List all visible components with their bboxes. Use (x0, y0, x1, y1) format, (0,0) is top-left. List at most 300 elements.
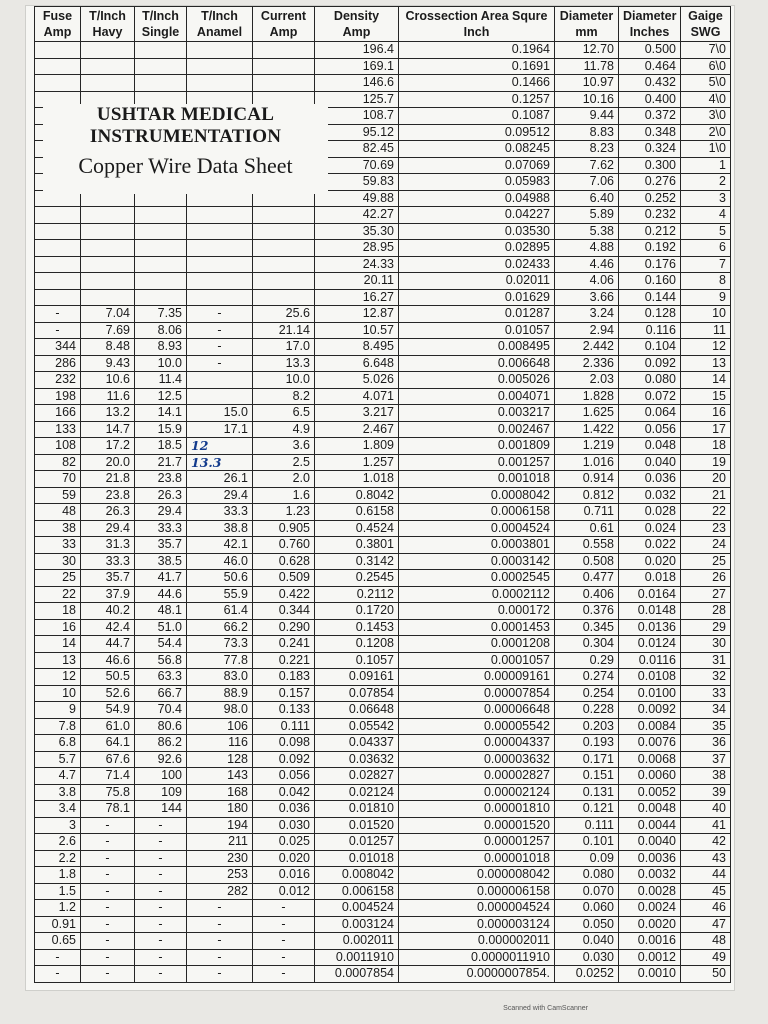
table-cell: 0.0003801 (399, 537, 555, 554)
table-cell: 0.760 (253, 537, 315, 554)
table-cell (81, 223, 135, 240)
table-row (35, 834, 731, 851)
table-cell (135, 75, 187, 92)
table-cell: 0.02011 (399, 273, 555, 290)
table-cell (35, 75, 81, 92)
table-row (35, 966, 731, 983)
table-cell: 33 (681, 685, 731, 702)
column-header: Diameter mm (555, 7, 619, 42)
table-cell: 22 (35, 586, 81, 603)
table-cell: 0.000008042 (399, 867, 555, 884)
table-cell: 12 (681, 339, 731, 356)
table-cell: 8.48 (81, 339, 135, 356)
brand-line-1: USHTAR MEDICAL (96, 104, 275, 125)
table-cell: 95.12 (315, 124, 399, 141)
table-cell: 0.477 (555, 570, 619, 587)
table-cell: 46 (681, 900, 731, 917)
table-cell: 0.406 (555, 586, 619, 603)
table-cell: 0.020 (619, 553, 681, 570)
table-cell (35, 42, 81, 59)
table-row (35, 289, 731, 306)
table-cell: 0.121 (555, 801, 619, 818)
table-row (35, 256, 731, 273)
table-cell: 180 (187, 801, 253, 818)
table-cell: 0.05542 (315, 718, 399, 735)
table-cell (135, 58, 187, 75)
table-cell: 0.001257 (399, 454, 555, 471)
table-cell: 35.7 (135, 537, 187, 554)
table-cell: 61.4 (187, 603, 253, 620)
table-cell: 8.93 (135, 339, 187, 356)
table-cell: 0.040 (619, 454, 681, 471)
table-cell: 0.0048 (619, 801, 681, 818)
table-cell: 0.212 (619, 223, 681, 240)
table-cell: 0.042 (253, 784, 315, 801)
table-cell: 0.040 (555, 933, 619, 950)
table-cell: - (135, 850, 187, 867)
table-cell: 12.70 (555, 42, 619, 59)
table-cell: 106 (187, 718, 253, 735)
table-cell (253, 207, 315, 224)
table-cell: 0.0020 (619, 916, 681, 933)
table-cell: 5 (681, 223, 731, 240)
table-cell: 6 (681, 240, 731, 257)
table-row (35, 454, 731, 471)
table-cell: 42.4 (81, 619, 135, 636)
table-cell: 3.8 (35, 784, 81, 801)
table-cell: 0.04337 (315, 735, 399, 752)
table-cell: 8.495 (315, 339, 399, 356)
table-row (35, 438, 731, 455)
table-cell: 10.0 (135, 355, 187, 372)
table-cell: 0.0010 (619, 966, 681, 983)
table-cell: 0.276 (619, 174, 681, 191)
column-header: Diameter Inches (619, 7, 681, 42)
table-cell: 4.9 (253, 421, 315, 438)
table-cell: 0.61 (555, 520, 619, 537)
table-cell: - (35, 949, 81, 966)
table-cell: 35.30 (315, 223, 399, 240)
table-cell: - (187, 900, 253, 917)
table-cell: 46.6 (81, 652, 135, 669)
table-cell: 14.1 (135, 405, 187, 422)
table-cell: 0.628 (253, 553, 315, 570)
table-cell: 0.098 (253, 735, 315, 752)
table-cell: 49 (681, 949, 731, 966)
table-cell (35, 289, 81, 306)
table-cell: 41 (681, 817, 731, 834)
table-cell: 0.06648 (315, 702, 399, 719)
table-cell: 48 (681, 933, 731, 950)
table-row (35, 636, 731, 653)
table-cell: 0.00007854 (399, 685, 555, 702)
table-cell: 13.3 (253, 355, 315, 372)
table-cell: 0.01057 (399, 322, 555, 339)
table-cell: 82 (35, 454, 81, 471)
table-cell: 44.6 (135, 586, 187, 603)
table-cell: 198 (35, 388, 81, 405)
table-cell: 70.69 (315, 157, 399, 174)
table-cell (35, 207, 81, 224)
table-row (35, 801, 731, 818)
handwritten-note: 13.3 (187, 454, 253, 471)
table-cell: 128 (187, 751, 253, 768)
table-cell: 0.4524 (315, 520, 399, 537)
table-cell: 33.3 (81, 553, 135, 570)
table-cell: 0.422 (253, 586, 315, 603)
table-cell: 0.432 (619, 75, 681, 92)
table-cell: 4 (681, 207, 731, 224)
table-cell: 5.026 (315, 372, 399, 389)
table-cell: 0.905 (253, 520, 315, 537)
table-cell: 0.0002545 (399, 570, 555, 587)
table-cell: - (81, 817, 135, 834)
table-cell (187, 75, 253, 92)
table-cell: 31 (681, 652, 731, 669)
table-cell (253, 75, 315, 92)
table-cell: - (253, 916, 315, 933)
table-cell: 37 (681, 751, 731, 768)
table-cell: 0.03530 (399, 223, 555, 240)
table-row (35, 240, 731, 257)
table-cell: - (135, 834, 187, 851)
table-cell: 0.376 (555, 603, 619, 620)
table-cell: 50 (681, 966, 731, 983)
table-cell: 0.000003124 (399, 916, 555, 933)
table-cell: 166 (35, 405, 81, 422)
table-cell: 56.8 (135, 652, 187, 669)
table-cell: 0.2545 (315, 570, 399, 587)
table-cell: 0.91 (35, 916, 81, 933)
table-cell: 8 (681, 273, 731, 290)
table-cell (253, 42, 315, 59)
table-cell: 1.219 (555, 438, 619, 455)
table-cell: 21.7 (135, 454, 187, 471)
table-cell: 17.1 (187, 421, 253, 438)
table-cell: 66.7 (135, 685, 187, 702)
table-cell (81, 289, 135, 306)
table-cell (135, 207, 187, 224)
column-header: Gaige SWG (681, 7, 731, 42)
table-cell: - (81, 867, 135, 884)
table-cell (187, 388, 253, 405)
table-cell (81, 273, 135, 290)
table-cell: 17.0 (253, 339, 315, 356)
table-cell: 0.0076 (619, 735, 681, 752)
table-cell (135, 223, 187, 240)
table-cell: 0.151 (555, 768, 619, 785)
table-cell: 7.04 (81, 306, 135, 323)
table-cell: 0.00003632 (399, 751, 555, 768)
table-cell: 0.1720 (315, 603, 399, 620)
table-cell: 0.01520 (315, 817, 399, 834)
table-cell: 0.0008042 (399, 487, 555, 504)
table-cell: 15.0 (187, 405, 253, 422)
table-cell (135, 42, 187, 59)
table-cell: 0.0001057 (399, 652, 555, 669)
table-cell: 64.1 (81, 735, 135, 752)
table-cell: 54.9 (81, 702, 135, 719)
table-cell (253, 289, 315, 306)
table-cell: - (187, 355, 253, 372)
table-cell: 230 (187, 850, 253, 867)
table-cell: 0.02895 (399, 240, 555, 257)
table-cell: 0.111 (555, 817, 619, 834)
table-cell: 3.66 (555, 289, 619, 306)
table-cell: 0.00002124 (399, 784, 555, 801)
table-cell: 37.9 (81, 586, 135, 603)
table-cell: 0.131 (555, 784, 619, 801)
table-cell: 0.04227 (399, 207, 555, 224)
table-cell: 24 (681, 537, 731, 554)
table-cell (253, 240, 315, 257)
table-cell: 0.0060 (619, 768, 681, 785)
table-cell: 32 (681, 669, 731, 686)
table-cell: 2.336 (555, 355, 619, 372)
table-cell: 0.104 (619, 339, 681, 356)
table-cell: 0.018 (619, 570, 681, 587)
table-cell (35, 223, 81, 240)
table-row (35, 784, 731, 801)
table-cell: 0.0000011910 (399, 949, 555, 966)
table-cell: - (35, 322, 81, 339)
table-cell: - (135, 867, 187, 884)
table-cell: 0.29 (555, 652, 619, 669)
table-cell: 33.3 (187, 504, 253, 521)
table-cell: 0.157 (253, 685, 315, 702)
table-cell: 7.62 (555, 157, 619, 174)
table-cell (187, 207, 253, 224)
table-cell: - (253, 966, 315, 983)
table-cell: 7.35 (135, 306, 187, 323)
table-cell: 0.144 (619, 289, 681, 306)
table-cell: 0.3142 (315, 553, 399, 570)
table-cell: 0.509 (253, 570, 315, 587)
table-row (35, 949, 731, 966)
column-header: T/Inch Havy (81, 7, 135, 42)
table-cell: 0.128 (619, 306, 681, 323)
table-row (35, 207, 731, 224)
table-cell: 0.1466 (399, 75, 555, 92)
table-cell: 61.0 (81, 718, 135, 735)
table-cell: 1\0 (681, 141, 731, 158)
table-cell: 10 (681, 306, 731, 323)
table-row (35, 75, 731, 92)
table-cell: 4.7 (35, 768, 81, 785)
table-cell: 42.1 (187, 537, 253, 554)
table-cell: 47 (681, 916, 731, 933)
table-cell: 7\0 (681, 42, 731, 59)
table-cell: 0.072 (619, 388, 681, 405)
table-cell: 14 (681, 372, 731, 389)
table-cell: 0.193 (555, 735, 619, 752)
table-row (35, 751, 731, 768)
table-row (35, 553, 731, 570)
table-cell: 28.95 (315, 240, 399, 257)
table-cell (35, 256, 81, 273)
table-cell: 0.022 (619, 537, 681, 554)
table-row (35, 900, 731, 917)
table-cell: 0.07069 (399, 157, 555, 174)
table-cell: 51.0 (135, 619, 187, 636)
table-cell: 0.1087 (399, 108, 555, 125)
table-cell: 0.1257 (399, 91, 555, 108)
table-cell: 0.0011910 (315, 949, 399, 966)
table-cell: 0.00009161 (399, 669, 555, 686)
table-cell: 0.111 (253, 718, 315, 735)
table-cell: 109 (135, 784, 187, 801)
scanner-watermark: Scanned with CamScanner (503, 1005, 588, 1012)
table-cell: 11.4 (135, 372, 187, 389)
table-cell: 0.914 (555, 471, 619, 488)
table-cell: - (81, 834, 135, 851)
table-cell: 168 (187, 784, 253, 801)
table-cell (35, 273, 81, 290)
table-cell: 0.032 (619, 487, 681, 504)
table-cell: 0.01257 (315, 834, 399, 851)
table-cell: 2\0 (681, 124, 731, 141)
table-cell: 18.5 (135, 438, 187, 455)
table-cell: - (135, 916, 187, 933)
table-cell: 18 (681, 438, 731, 455)
table-cell: 2 (681, 174, 731, 191)
table-cell: 0.290 (253, 619, 315, 636)
table-cell (81, 256, 135, 273)
table-cell: 44.7 (81, 636, 135, 653)
table-cell: 0.1057 (315, 652, 399, 669)
table-cell: 0.060 (555, 900, 619, 917)
table-cell: 78.1 (81, 801, 135, 818)
table-cell: 0.008042 (315, 867, 399, 884)
table-cell: 33.3 (135, 520, 187, 537)
table-cell (187, 58, 253, 75)
table-cell: 3.4 (35, 801, 81, 818)
table-cell (187, 289, 253, 306)
table-cell: 28 (681, 603, 731, 620)
table-cell: 70.4 (135, 702, 187, 719)
table-cell: 0.0108 (619, 669, 681, 686)
table-cell: 0.05983 (399, 174, 555, 191)
table-cell: 1 (681, 157, 731, 174)
table-row (35, 570, 731, 587)
table-cell: 253 (187, 867, 253, 884)
table-cell: 0.0116 (619, 652, 681, 669)
table-cell: 23 (681, 520, 731, 537)
table-cell: 33 (35, 537, 81, 554)
table-cell: 0.0052 (619, 784, 681, 801)
table-cell: 0.1453 (315, 619, 399, 636)
table-cell: 71.4 (81, 768, 135, 785)
table-cell: 0.056 (619, 421, 681, 438)
table-cell: 0.192 (619, 240, 681, 257)
table-cell: 0.024 (619, 520, 681, 537)
table-cell: 0.000002011 (399, 933, 555, 950)
table-cell: 0.558 (555, 537, 619, 554)
table-cell: 2.2 (35, 850, 81, 867)
table-cell: 125.7 (315, 91, 399, 108)
table-cell: - (187, 322, 253, 339)
table-cell: 21 (681, 487, 731, 504)
table-cell: 2.6 (35, 834, 81, 851)
brand-line-2: INSTRUMENTATION (89, 126, 282, 147)
table-cell: 0.508 (555, 553, 619, 570)
table-cell: 6.648 (315, 355, 399, 372)
table-cell: 0.0044 (619, 817, 681, 834)
table-cell: 0.171 (555, 751, 619, 768)
table-cell: - (81, 949, 135, 966)
table-cell: 0.183 (253, 669, 315, 686)
table-cell (253, 256, 315, 273)
table-cell: 211 (187, 834, 253, 851)
table-cell: 0.00004337 (399, 735, 555, 752)
table-cell: 0.0036 (619, 850, 681, 867)
table-cell: 42 (681, 834, 731, 851)
table-row (35, 372, 731, 389)
table-cell: 0.711 (555, 504, 619, 521)
table-cell: 3.6 (253, 438, 315, 455)
table-cell: - (81, 966, 135, 983)
table-cell: 34 (681, 702, 731, 719)
table-cell (135, 256, 187, 273)
table-cell: 0.00001257 (399, 834, 555, 851)
table-cell: 0.092 (253, 751, 315, 768)
table-cell: 0.002011 (315, 933, 399, 950)
table-cell: 13 (35, 652, 81, 669)
table-cell: 25 (681, 553, 731, 570)
table-cell (253, 223, 315, 240)
table-cell: - (187, 306, 253, 323)
table-cell: 0.048 (619, 438, 681, 455)
handwritten-note: 12 (187, 438, 253, 455)
table-cell: 12 (35, 669, 81, 686)
table-cell: 0.01629 (399, 289, 555, 306)
table-cell: 7.06 (555, 174, 619, 191)
table-cell: - (187, 916, 253, 933)
table-cell: 1.8 (35, 867, 81, 884)
table-cell: 5.7 (35, 751, 81, 768)
table-cell: 3 (35, 817, 81, 834)
table-cell: 0.0004524 (399, 520, 555, 537)
table-cell: 0.0068 (619, 751, 681, 768)
table-cell: 92.6 (135, 751, 187, 768)
table-cell: 70 (35, 471, 81, 488)
table-row (35, 603, 731, 620)
table-cell: 23.8 (135, 471, 187, 488)
table-cell: 100 (135, 768, 187, 785)
table-cell: 13.2 (81, 405, 135, 422)
table-cell: 59.83 (315, 174, 399, 191)
table-cell: 38 (681, 768, 731, 785)
table-row (35, 817, 731, 834)
table-cell: 1.5 (35, 883, 81, 900)
table-cell (81, 207, 135, 224)
table-cell: 26.3 (81, 504, 135, 521)
table-cell: 10.97 (555, 75, 619, 92)
table-cell: 0.3801 (315, 537, 399, 554)
table-cell: 7.8 (35, 718, 81, 735)
table-cell: 1.016 (555, 454, 619, 471)
table-cell: - (253, 949, 315, 966)
table-cell: 15.9 (135, 421, 187, 438)
table-row (35, 702, 731, 719)
table-cell: 43 (681, 850, 731, 867)
table-row (35, 520, 731, 537)
table-cell: 146.6 (315, 75, 399, 92)
table-cell: 4\0 (681, 91, 731, 108)
table-cell: 0.003217 (399, 405, 555, 422)
table-row (35, 487, 731, 504)
table-cell: 0.1964 (399, 42, 555, 59)
